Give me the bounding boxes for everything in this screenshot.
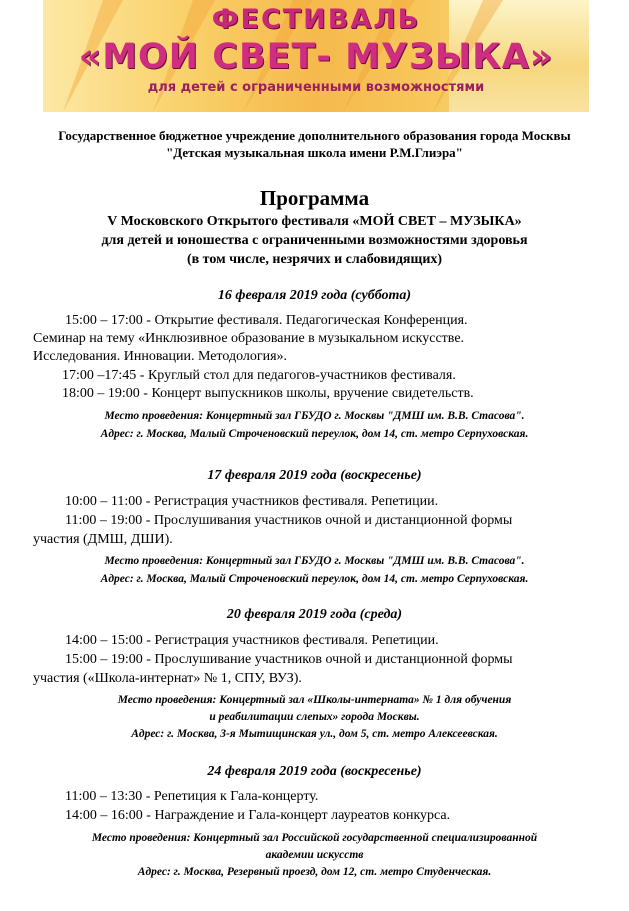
page-title: Программа <box>259 186 370 210</box>
day1-date: 16 февраля 2019 года (суббота) <box>217 288 412 303</box>
day4-venue: Место проведения: Концертный зал Российской государственной специализированной <box>91 832 538 844</box>
day4-venue-cont: академии искусств <box>265 849 364 861</box>
day2-line1: 10:00 – 11:00 - Регистрация участников фестиваля. Репетиции. <box>65 494 439 509</box>
day3-address: Адрес: г. Москва, 3-я Мытищинская ул., дом 5, ст. метро Алексеевская. <box>131 728 498 740</box>
subtitle-line3: (в том числе, незрячих и слабовидящих) <box>186 252 443 267</box>
day2-address: Адрес: г. Москва, Малый Строченовский переулок, дом 14, ст. метро Серпуховская. <box>100 573 529 585</box>
day3-line3: участия («Школа-интернат» № 1, СПУ, ВУЗ). <box>33 671 302 686</box>
day4-line1: 11:00 – 13:30 - Репетиция к Гала-концерту. <box>65 789 319 804</box>
day1-line5: 18:00 – 19:00 - Концерт выпускников школы, вручение свидетельств. <box>62 386 474 401</box>
day3-line1: 14:00 – 15:00 - Регистрация участников фестиваля. Репетиции. <box>65 633 439 648</box>
day4-line2: 14:00 – 16:00 - Награждение и Гала-концерт лауреатов конкурса. <box>65 808 451 823</box>
day4-address: Адрес: г. Москва, Резервный проезд, дом 12, ст. метро Студенческая. <box>137 866 492 878</box>
day1-line4: 17:00 –17:45 - Круглый стол для педагогов-участников фестиваля. <box>62 368 456 383</box>
day3-venue-cont: и реабилитации слепых» города Москвы. <box>209 711 420 723</box>
day3-date: 20 февраля 2019 года (среда) <box>226 607 403 622</box>
day4-date: 24 февраля 2019 года (воскресенье) <box>207 764 422 779</box>
banner-title-line1: ФЕСТИВАЛЬ <box>211 4 421 35</box>
day1-line2: Семинар на тему «Инклюзивное образование в музыкальном искусстве. <box>33 331 465 346</box>
day2-line2: 11:00 – 19:00 - Прослушивания участников очной и дистанционной формы <box>65 513 513 528</box>
day3-venue: Место проведения: Концертный зал «Школы-интерната» № 1 для обучения <box>117 694 512 706</box>
day2-venue: Место проведения: Концертный зал ГБУДО г. Москвы "ДМШ им. В.В. Стасова". <box>104 555 525 567</box>
day2-date: 17 февраля 2019 года (воскресенье) <box>207 468 422 483</box>
day2-line3: участия (ДМШ, ДШИ). <box>33 532 173 547</box>
org-name-line1: Государственное бюджетное учреждение дополнительного образования города Москвы <box>58 128 571 143</box>
org-name-line2: "Детская музыкальная школа имени Р.М.Глиэра" <box>166 145 463 160</box>
subtitle-line1: V Московского Открытого фестиваля «МОЙ СВЕТ – МУЗЫКА» <box>107 214 522 229</box>
day1-venue: Место проведения: Концертный зал ГБУДО г. Москвы "ДМШ им. В.В. Стасова". <box>104 410 525 422</box>
banner-title-line2: «МОЙ СВЕТ- МУЗЫКА» <box>78 37 554 77</box>
day1-address: Адрес: г. Москва, Малый Строченовский переулок, дом 14, ст. метро Серпуховская. <box>100 428 529 440</box>
day1-line1: 15:00 – 17:00 - Открытие фестиваля. Педагогическая Конференция. <box>65 313 468 328</box>
subtitle-line2: для детей и юношества с ограниченными возможностями здоровья <box>101 233 528 248</box>
banner-title-line3: для детей с ограниченными возможностями <box>147 80 485 95</box>
day1-line3: Исследования. Инновации. Методология». <box>33 349 288 364</box>
festival-banner <box>43 0 589 112</box>
day3-line2: 15:00 – 19:00 - Прослушивание участников очной и дистанционной формы <box>65 652 513 667</box>
